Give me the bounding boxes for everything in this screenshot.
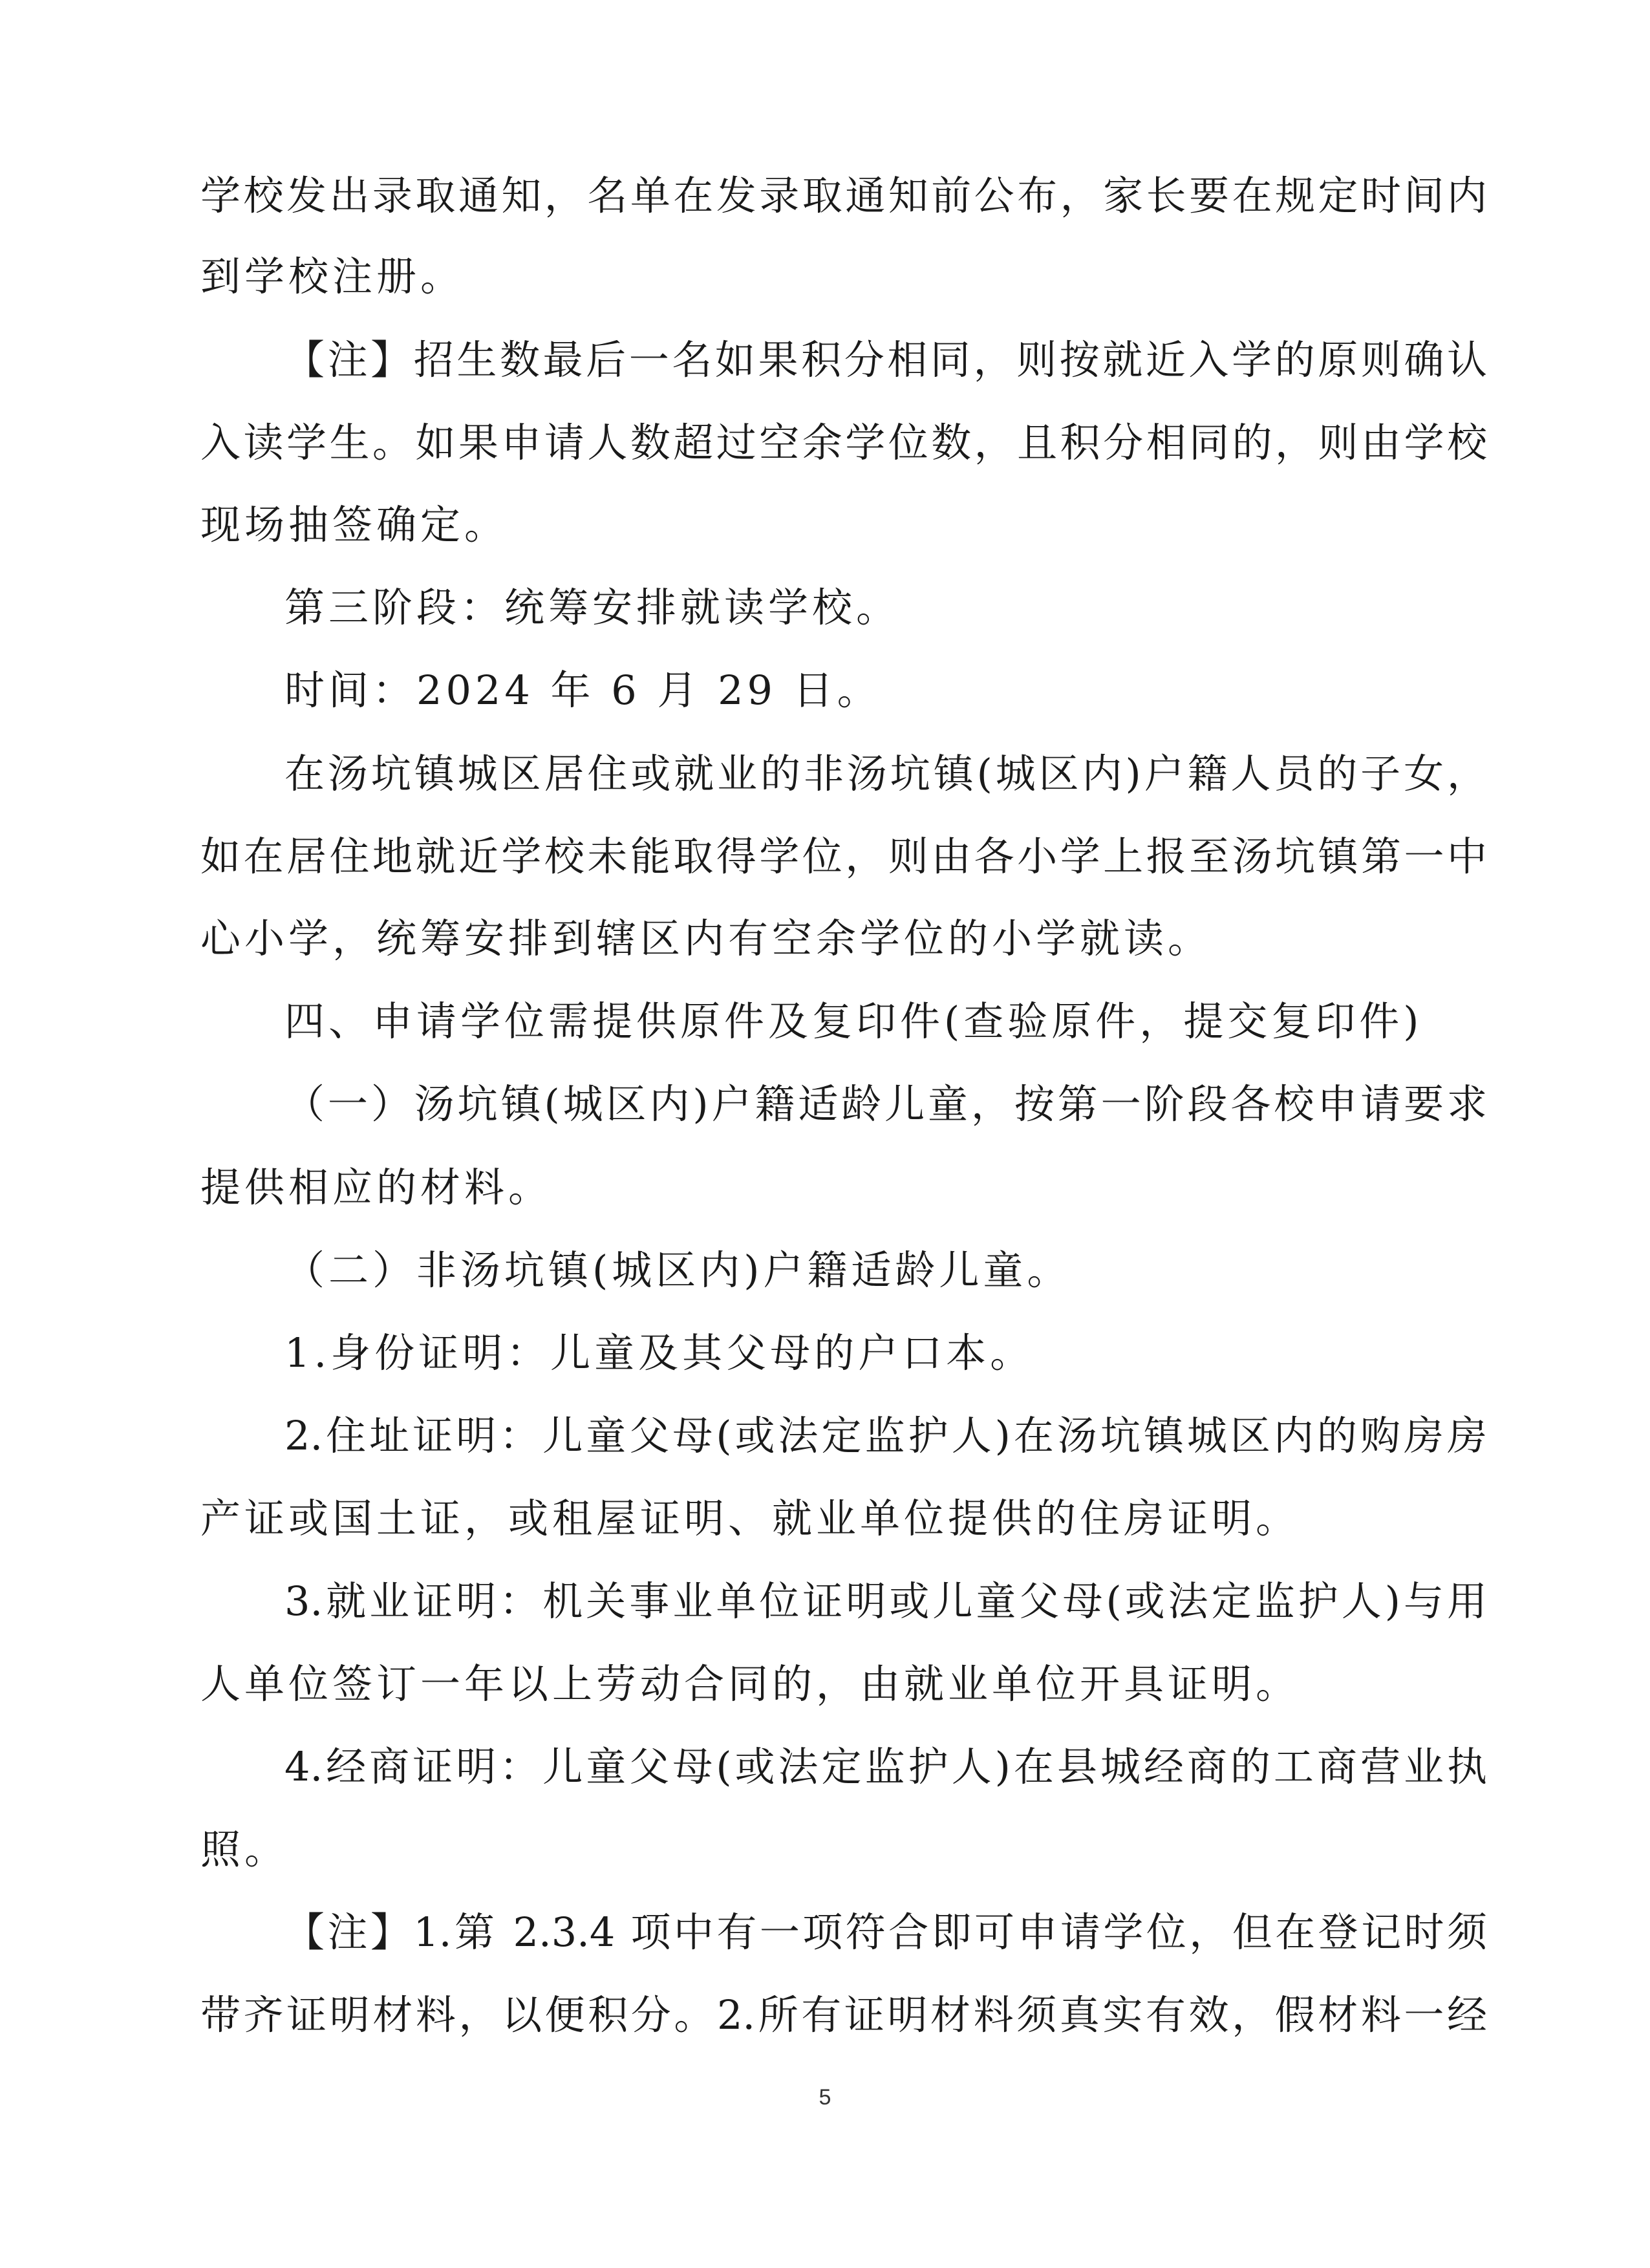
text-line: 心小学，统筹安排到辖区内有空余学位的小学就读。 <box>200 915 1212 962</box>
list-item: 3.就业证明：机关事业单位证明或儿童父母(或法定监护人)与用 <box>284 1578 1487 1625</box>
list-item: 2.住址证明：儿童父母(或法定监护人)在汤坑镇城区内的购房房 <box>284 1412 1487 1459</box>
text-line: 产证或国土证，或租屋证明、就业单位提供的住房证明。 <box>200 1495 1300 1542</box>
text-line: 照。 <box>200 1826 289 1873</box>
note-line: 【注】招生数最后一名如果积分相同，则按就近入学的原则确认 <box>284 336 1487 383</box>
text-line: （一）汤坑镇(城区内)户籍适龄儿童，按第一阶段各校申请要求 <box>284 1080 1487 1128</box>
text-line: 在汤坑镇城区居住或就业的非汤坑镇(城区内)户籍人员的子女， <box>284 750 1487 797</box>
text-line: 带齐证明材料，以便积分。2.所有证明材料须真实有效，假材料一经 <box>200 1991 1487 2038</box>
date-line: 时间：2024 年 6 月 29 日。 <box>284 667 881 714</box>
text-line: 学校发出录取通知，名单在发录取通知前公布，家长要在规定时间内 <box>200 172 1487 219</box>
page-number: 5 <box>819 2085 831 2110</box>
list-item: 4.经商证明：儿童父母(或法定监护人)在县城经商的工商营业执 <box>284 1743 1487 1790</box>
note-line: 【注】1.第 2.3.4 项中有一项符合即可申请学位，但在登记时须 <box>284 1909 1487 1956</box>
text-line: 入读学生。如果申请人数超过空余学位数，且积分相同的，则由学校 <box>200 419 1487 466</box>
text-line: 提供相应的材料。 <box>200 1164 553 1211</box>
text-line: 到学校注册。 <box>200 253 465 300</box>
section-heading: 四、申请学位需提供原件及复印件(查验原件，提交复印件) <box>284 998 1423 1045</box>
text-line: （二）非汤坑镇(城区内)户籍适龄儿童。 <box>284 1246 1071 1294</box>
text-line: 人单位签订一年以上劳动合同的，由就业单位开具证明。 <box>200 1660 1300 1707</box>
list-item: 1.身份证明：儿童及其父母的户口本。 <box>284 1329 1034 1376</box>
stage-heading: 第三阶段：统筹安排就读学校。 <box>284 584 901 631</box>
text-line: 现场抽签确定。 <box>200 501 509 548</box>
text-line: 如在居住地就近学校未能取得学位，则由各小学上报至汤坑镇第一中 <box>200 833 1487 880</box>
